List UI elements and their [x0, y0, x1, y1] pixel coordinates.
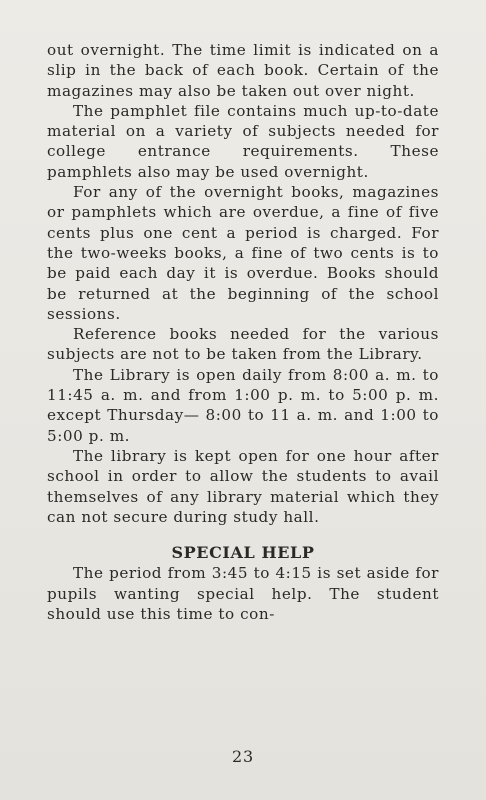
- section-heading-special-help: SPECIAL HELP: [171, 543, 315, 563]
- paragraph-reference-books: Reference books needed for the various subjects are not to be taken from the Library.: [47, 325, 439, 364]
- paragraph-after-school: The library is kept open for one hour after school in order to allow the students to avail themselves of any library material which they can not secure during study hall.: [47, 446, 439, 526]
- paragraph-overdue-fines: For any of the overnight books, magazines or pamphlets which are overdue, a fine of five cents plus one cent a period is charged. For the two-weeks books, a fine of two cents is to be paid each day it is overdue. Books should be returned at the beginning of the school sessions.: [47, 183, 439, 323]
- paragraph-special-help: The period from 3:45 to 4:15 is set aside for pupils wanting special help. The student should use this time to con-: [47, 564, 439, 624]
- paragraph-pamphlet-file: The pamphlet file contains much up-to-date material on a variety of subjects needed for college entrance requirements. These pamphlets also may be used overnight.: [47, 101, 439, 181]
- paragraph-library-hours: The Library is open daily from 8:00 a. m. to 11:45 a. m. and from 1:00 p. m. to 5:00 p. m. except Thursday— 8:00 to 11 a. m. and 1:00 to 5:00 p. m.: [47, 365, 439, 445]
- page-body: [47, 40, 439, 624]
- page-number: 23: [232, 747, 254, 766]
- paragraph-overnight-continued: out overnight. The time limit is indicated on a slip in the back of each book. Certain of the magazines may also be taken out over night.: [47, 41, 439, 100]
